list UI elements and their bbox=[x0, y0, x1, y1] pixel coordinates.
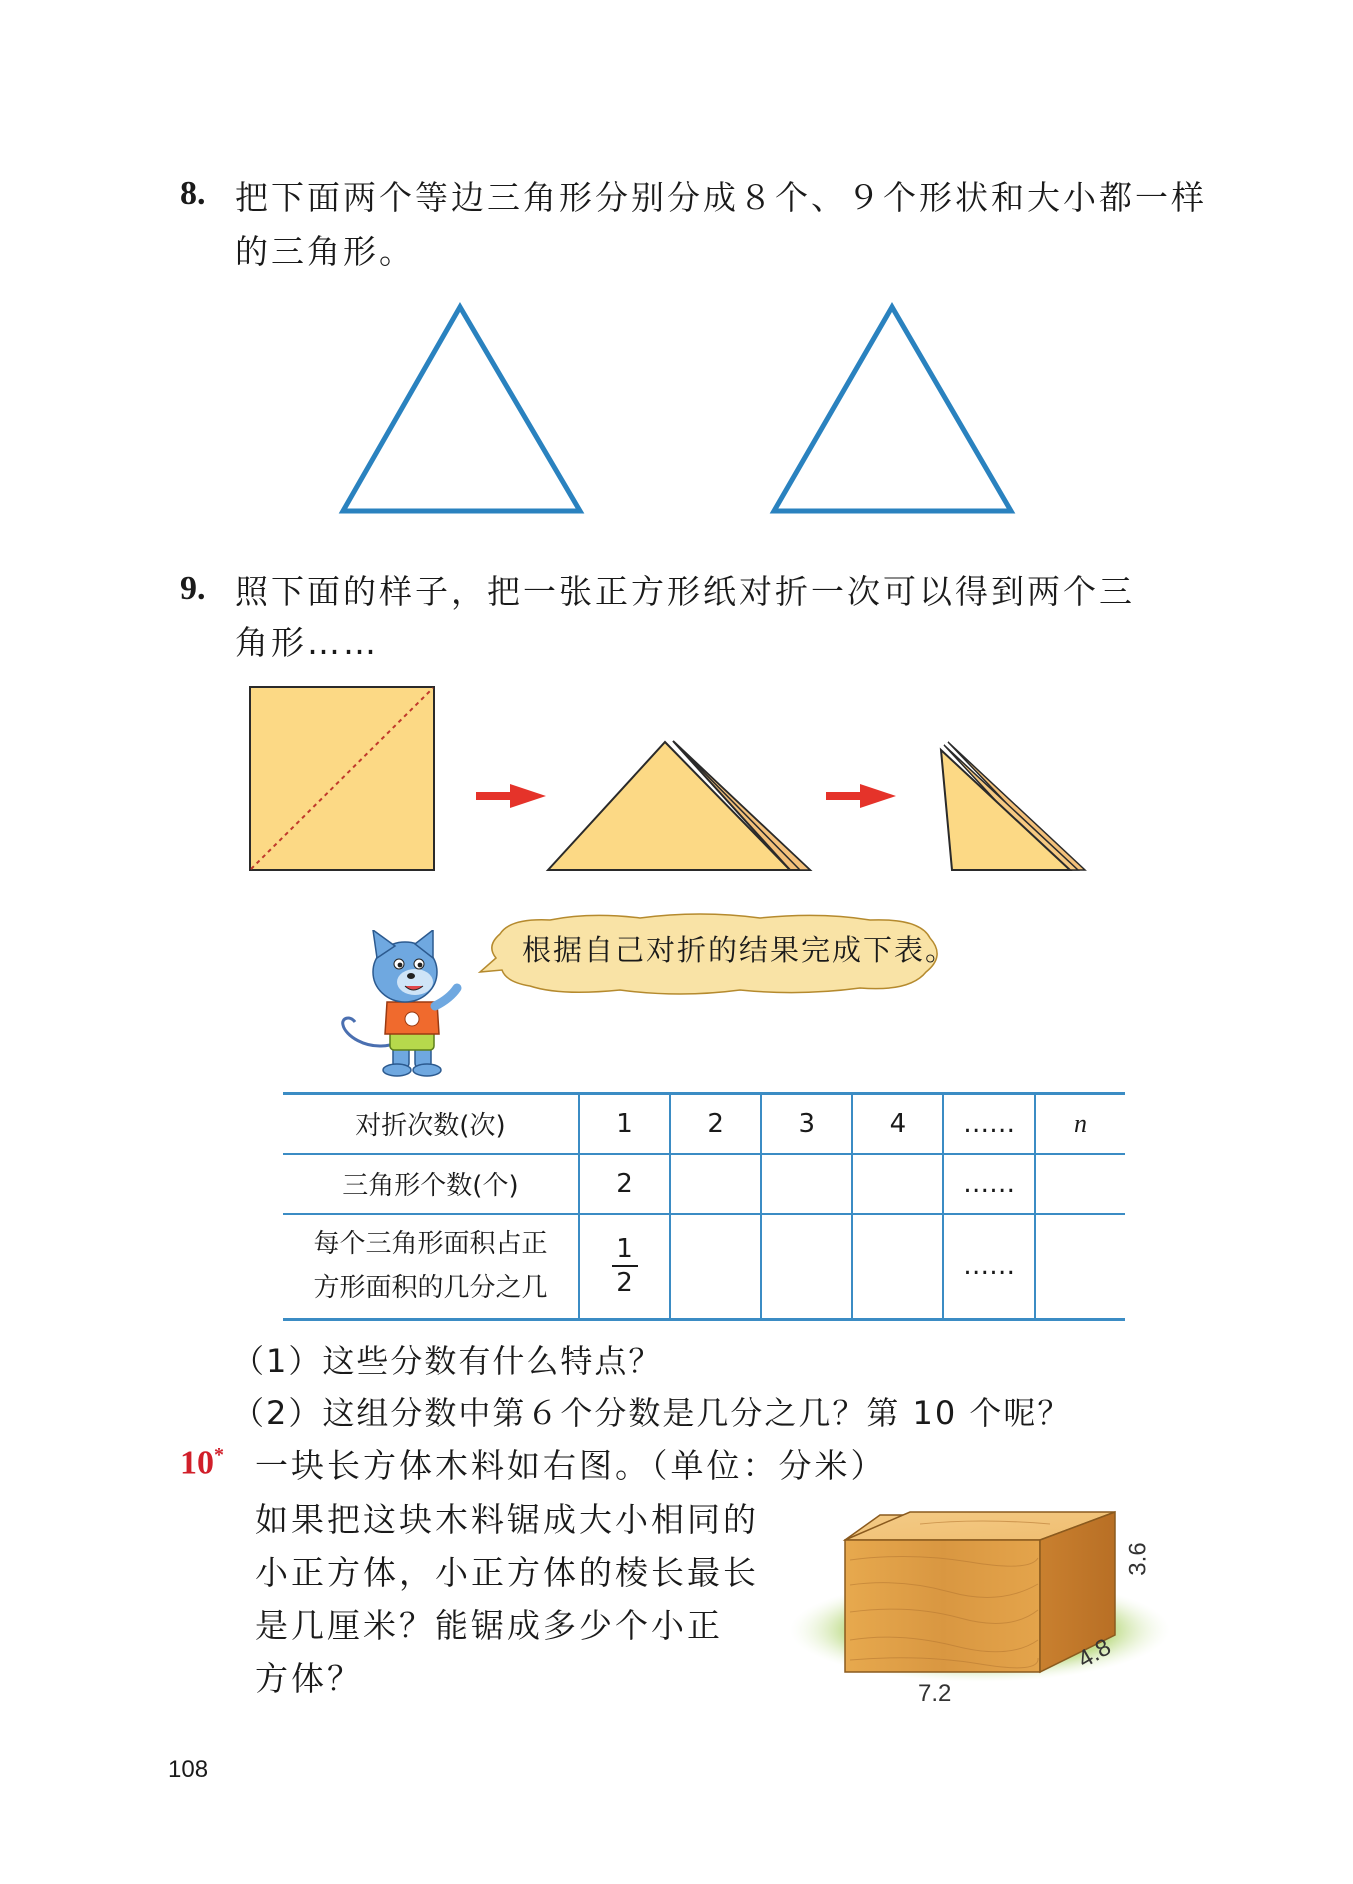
optional-star: * bbox=[214, 1444, 224, 1466]
table-row-header bbox=[283, 1214, 579, 1320]
fraction-denominator: 2 bbox=[616, 1268, 633, 1299]
table-cell: 3 bbox=[761, 1094, 852, 1154]
fraction bbox=[612, 1234, 638, 1298]
table-cell bbox=[761, 1154, 852, 1214]
table-cell bbox=[852, 1154, 943, 1214]
question-9-number: 9. bbox=[180, 570, 206, 607]
table-cell: 4 bbox=[852, 1094, 943, 1154]
table-cell bbox=[670, 1214, 761, 1320]
table-cell bbox=[1035, 1214, 1125, 1320]
page-number: 108 bbox=[168, 1756, 209, 1783]
folding-illustration bbox=[0, 670, 1353, 885]
question-10-body-line: 小正方体，小正方体的棱长最长 bbox=[255, 1553, 759, 1592]
question-9-line1: 照下面的样子，把一张正方形纸对折一次可以得到两个三 bbox=[235, 572, 1135, 611]
table-row-header: 三角形个数(个) bbox=[283, 1154, 579, 1214]
fold-table bbox=[283, 1092, 1125, 1321]
question-8-number: 8. bbox=[180, 175, 206, 212]
table-cell: 1 bbox=[579, 1094, 670, 1154]
table-cell bbox=[579, 1214, 670, 1320]
table-row bbox=[283, 1094, 1125, 1154]
table-cell: 2 bbox=[670, 1094, 761, 1154]
table-cell bbox=[761, 1214, 852, 1320]
triangle-right bbox=[774, 307, 1011, 511]
table-cell: …… bbox=[943, 1094, 1035, 1154]
table-cell bbox=[670, 1154, 761, 1214]
question-10-body-line: 是几厘米？能锯成多少个小正 bbox=[255, 1606, 723, 1645]
row-header-line: 每个三角形面积占正 bbox=[313, 1229, 548, 1260]
triangle-left bbox=[343, 307, 580, 511]
fraction-bar bbox=[612, 1265, 638, 1267]
question-9-sub1: （1）这些分数有什么特点？ bbox=[232, 1342, 663, 1380]
table-cell: …… bbox=[943, 1154, 1035, 1214]
wood-block bbox=[790, 1500, 1180, 1700]
table-cell: n bbox=[1035, 1094, 1125, 1154]
wood-front-face bbox=[845, 1540, 1040, 1672]
table-cell: 2 bbox=[579, 1154, 670, 1214]
table-cell: …… bbox=[943, 1214, 1035, 1320]
cat-mascot bbox=[335, 930, 475, 1080]
table-cell bbox=[1035, 1154, 1125, 1214]
table-row bbox=[283, 1154, 1125, 1214]
arrow-icon bbox=[476, 784, 546, 808]
fraction-numerator: 1 bbox=[616, 1234, 633, 1265]
question-8-line2: 的三角形。 bbox=[235, 232, 415, 271]
dimension-length: 7.2 bbox=[918, 1680, 952, 1707]
dimension-height: 3.6 bbox=[1124, 1542, 1152, 1576]
question-10-number bbox=[180, 1444, 224, 1482]
table-row bbox=[283, 1214, 1125, 1320]
folded-twice-front bbox=[941, 750, 1070, 870]
question-10-body bbox=[255, 1493, 759, 1705]
question-9-line2: 角形…… bbox=[235, 623, 379, 662]
row-header-line: 方形面积的几分之几 bbox=[313, 1273, 548, 1304]
question-9-sub2: （2）这组分数中第６个分数是几分之几？第 10 个呢？ bbox=[232, 1394, 1072, 1432]
question-10-number-text: 10 bbox=[180, 1444, 214, 1482]
arrow-icon bbox=[826, 784, 896, 808]
equilateral-triangles bbox=[0, 0, 1353, 560]
dimension-width: 4.8 bbox=[1073, 1633, 1116, 1674]
speech-bubble-text: 根据自己对折的结果完成下表。 bbox=[522, 933, 957, 967]
question-10-line1: 一块长方体木料如右图。（单位：分米） bbox=[255, 1446, 887, 1485]
table-cell bbox=[852, 1214, 943, 1320]
question-10-body-line: 方体？ bbox=[255, 1659, 363, 1698]
folded-triangle-front bbox=[548, 742, 790, 870]
question-10-body-line: 如果把这块木料锯成大小相同的 bbox=[255, 1500, 759, 1539]
question-8-line1: 把下面两个等边三角形分别分成８个、９个形状和大小都一样 bbox=[235, 178, 1207, 217]
table-row-header: 对折次数(次) bbox=[283, 1094, 579, 1154]
